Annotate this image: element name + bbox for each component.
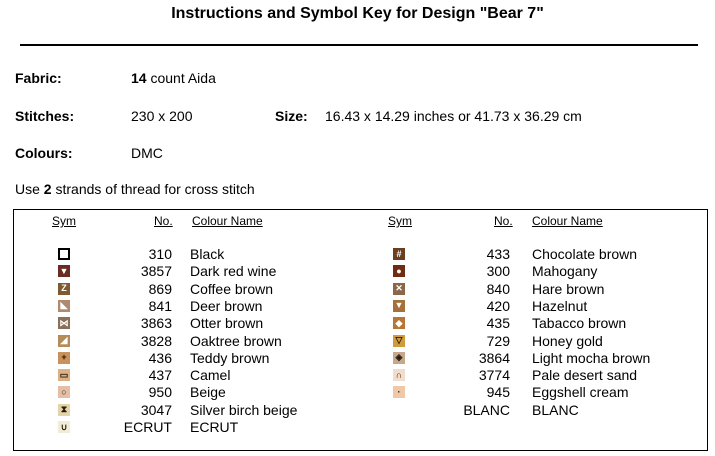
fabric-count: 14 — [131, 70, 147, 86]
stitch-symbol-icon: ⧗ — [58, 404, 70, 416]
dmc-number: 310 — [148, 246, 172, 262]
stitches-value: 230 x 200 — [131, 108, 193, 124]
colour-name: Honey gold — [532, 332, 603, 349]
header-name-right: Colour Name — [532, 214, 603, 228]
header-name-left: Colour Name — [192, 214, 263, 228]
key-row — [14, 402, 704, 419]
colour-name: Eggshell cream — [532, 384, 629, 401]
header-no-right: No. — [494, 214, 513, 228]
key-row — [14, 367, 704, 384]
stitch-symbol-icon: ◆ — [393, 317, 405, 329]
size-label-text: Size: — [275, 108, 308, 124]
stitch-symbol-icon: ● — [393, 265, 405, 277]
colour-name: Chocolate brown — [532, 246, 638, 262]
key-row — [14, 246, 704, 263]
colours-label-text: Colours: — [15, 145, 73, 161]
stitch-symbol-icon: # — [393, 248, 405, 260]
symbol-key-table — [13, 209, 708, 451]
colour-name: Tabacco brown — [532, 315, 627, 332]
dmc-number: 433 — [486, 246, 510, 262]
dmc-number: 300 — [486, 263, 510, 280]
stitch-symbol-icon: ▼ — [59, 265, 69, 276]
stitch-symbol-icon: + — [58, 352, 70, 364]
key-row — [14, 281, 704, 298]
dmc-number: 945 — [486, 384, 510, 401]
strands-count: 2 — [43, 181, 52, 197]
size-value: 16.43 x 14.29 inches or 41.73 x 36.29 cm — [325, 108, 582, 124]
dmc-number: 3857 — [140, 263, 172, 280]
fabric-label: Fabric: — [15, 70, 62, 86]
header-sym-right: Sym — [388, 214, 412, 228]
colour-name: Camel — [190, 367, 231, 384]
dmc-number: 869 — [148, 280, 172, 297]
dmc-number: 950 — [148, 384, 172, 401]
strands-instruction — [15, 181, 255, 197]
dmc-number: 841 — [148, 297, 172, 314]
dmc-number: 3774 — [478, 367, 510, 384]
dmc-number: 729 — [486, 332, 510, 349]
stitches-label — [15, 108, 74, 124]
stitches-label-text: Stitches: — [15, 108, 75, 124]
strands-post: strands of thread for cross stitch — [51, 181, 255, 197]
stitch-symbol-icon: ◣ — [58, 300, 70, 312]
stitch-symbol-icon: ⋈ — [59, 317, 69, 328]
key-row — [14, 350, 704, 367]
header-no-left: No. — [154, 214, 173, 228]
stitch-symbol-icon: ∪ — [58, 421, 70, 433]
dmc-number: ECRUT — [123, 419, 172, 435]
colour-name: Mahogany — [532, 263, 598, 280]
strands-pre: Use — [15, 181, 44, 197]
stitch-symbol-icon: Z — [58, 283, 70, 295]
dmc-number: 435 — [486, 315, 510, 332]
stitch-symbol-icon: ◈ — [393, 352, 405, 364]
size-label — [275, 108, 308, 124]
title-divider — [20, 44, 698, 46]
dmc-number: 3828 — [140, 332, 172, 349]
colour-name: BLANC — [532, 401, 579, 418]
dmc-number: 3864 — [478, 349, 510, 366]
colour-name: ECRUT — [190, 419, 239, 435]
key-row — [14, 298, 704, 315]
colour-name: Coffee brown — [190, 280, 274, 297]
colour-name: Otter brown — [190, 315, 264, 332]
colour-name: Black — [190, 246, 225, 262]
stitch-symbol-icon: ▽ — [393, 335, 405, 347]
colour-name: Beige — [190, 384, 226, 401]
stitch-symbol-icon: ▼ — [394, 300, 404, 311]
dmc-number: 437 — [148, 367, 172, 384]
stitch-symbol-icon: ∩ — [393, 369, 405, 381]
colour-name: Pale desert sand — [532, 367, 638, 384]
dmc-number: 3863 — [140, 315, 172, 332]
dmc-number: 436 — [148, 349, 172, 366]
colour-name: Light mocha brown — [532, 349, 651, 366]
key-row — [14, 384, 704, 401]
colours-label — [15, 145, 73, 161]
key-row — [14, 263, 704, 280]
dmc-number: 420 — [486, 297, 510, 314]
colour-name: Dark red wine — [190, 263, 277, 280]
fabric-rest: count Aida — [146, 70, 216, 86]
key-row — [14, 333, 704, 350]
key-row — [14, 419, 704, 436]
colour-name: Hare brown — [532, 280, 605, 297]
key-row — [14, 315, 704, 332]
stitch-symbol-icon: ✕ — [393, 283, 405, 295]
stitch-symbol-icon: ◢ — [58, 335, 70, 347]
dmc-number: 840 — [486, 280, 510, 297]
header-sym-left: Sym — [52, 214, 76, 228]
stitch-symbol-icon: ▭ — [59, 369, 69, 380]
fabric-value — [131, 70, 216, 86]
stitch-symbol-icon: ○ — [58, 386, 70, 398]
page-title: Instructions and Symbol Key for Design "Bear 7" — [171, 5, 544, 22]
colour-name: Hazelnut — [532, 297, 588, 314]
fabric-row — [15, 70, 62, 86]
colour-name: Oaktree brown — [190, 332, 282, 349]
colour-name: Teddy brown — [190, 349, 270, 366]
dmc-number: 3047 — [140, 401, 172, 418]
colour-name: Deer brown — [190, 297, 263, 314]
colour-name: Silver birch beige — [190, 401, 298, 418]
colours-value: DMC — [131, 145, 163, 161]
stitch-symbol-icon: · — [393, 386, 405, 398]
dmc-number: BLANC — [463, 401, 510, 418]
